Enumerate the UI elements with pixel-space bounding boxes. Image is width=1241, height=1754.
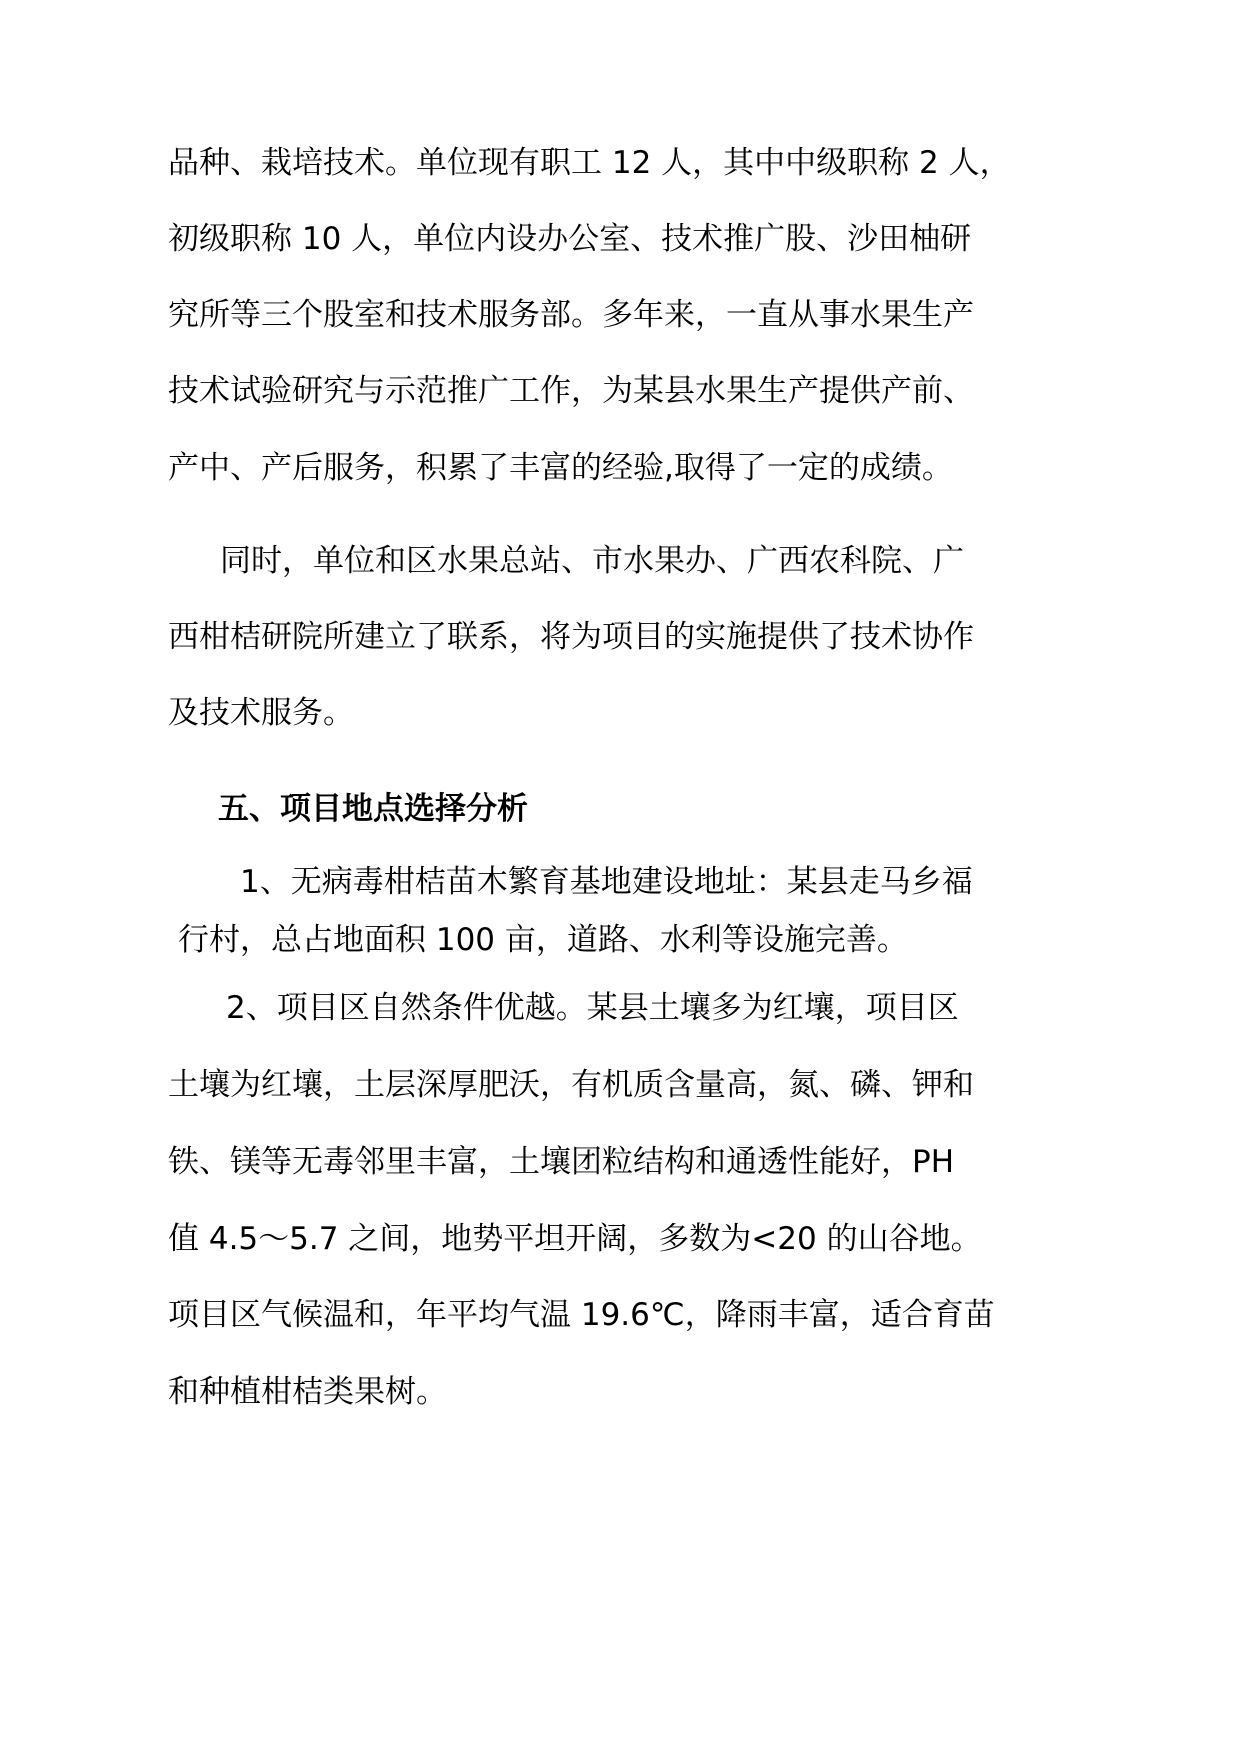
item-1-line-1: 1、无病毒柑桔苗木繁育基地建设地址：某县走马乡福 — [240, 864, 973, 900]
section-heading: 五、项目地点选择分析 — [218, 791, 528, 827]
item-1-line-2: 行村，总占地面积 100 亩，道路、水利等设施完善。 — [178, 922, 908, 958]
item-2-line-1: 2、项目区自然条件优越。某县土壤多为红壤，项目区 — [226, 990, 959, 1026]
item-2-line-2: 土壤为红壤，土层深厚肥沃，有机质含量高，氮、磷、钾和 — [168, 1067, 974, 1103]
paragraph-1-line-1: 品种、栽培技术。单位现有职工 12 人，其中中级职称 2 人， — [168, 145, 1011, 181]
paragraph-2-line-1: 同时，单位和区水果总站、市水果办、广西农科院、广 — [220, 543, 964, 579]
paragraph-1-line-2: 初级职称 10 人，单位内设办公室、技术推广股、沙田柚研 — [168, 221, 972, 257]
item-2-line-3: 铁、镁等无毒邻里丰富，土壤团粒结构和通透性能好，PH — [168, 1144, 955, 1180]
paragraph-2-line-3: 及技术服务。 — [168, 695, 354, 731]
paragraph-1-line-3: 究所等三个股室和技术服务部。多年来，一直从事水果生产 — [168, 297, 974, 333]
item-2-line-4: 值 4.5～5.7 之间，地势平坦开阔，多数为<20 的山谷地。 — [168, 1221, 982, 1257]
item-2-line-6: 和种植柑桔类果树。 — [168, 1374, 447, 1410]
item-2-line-5: 项目区气候温和，年平均气温 19.6℃，降雨丰富，适合育苗 — [168, 1297, 995, 1333]
paragraph-1-line-4: 技术试验研究与示范推广工作，为某县水果生产提供产前、 — [168, 373, 974, 409]
paragraph-2-line-2: 西柑桔研院所建立了联系，将为项目的实施提供了技术协作 — [168, 619, 974, 655]
paragraph-1-line-5: 产中、产后服务，积累了丰富的经验,取得了一定的成绩。 — [168, 450, 953, 486]
